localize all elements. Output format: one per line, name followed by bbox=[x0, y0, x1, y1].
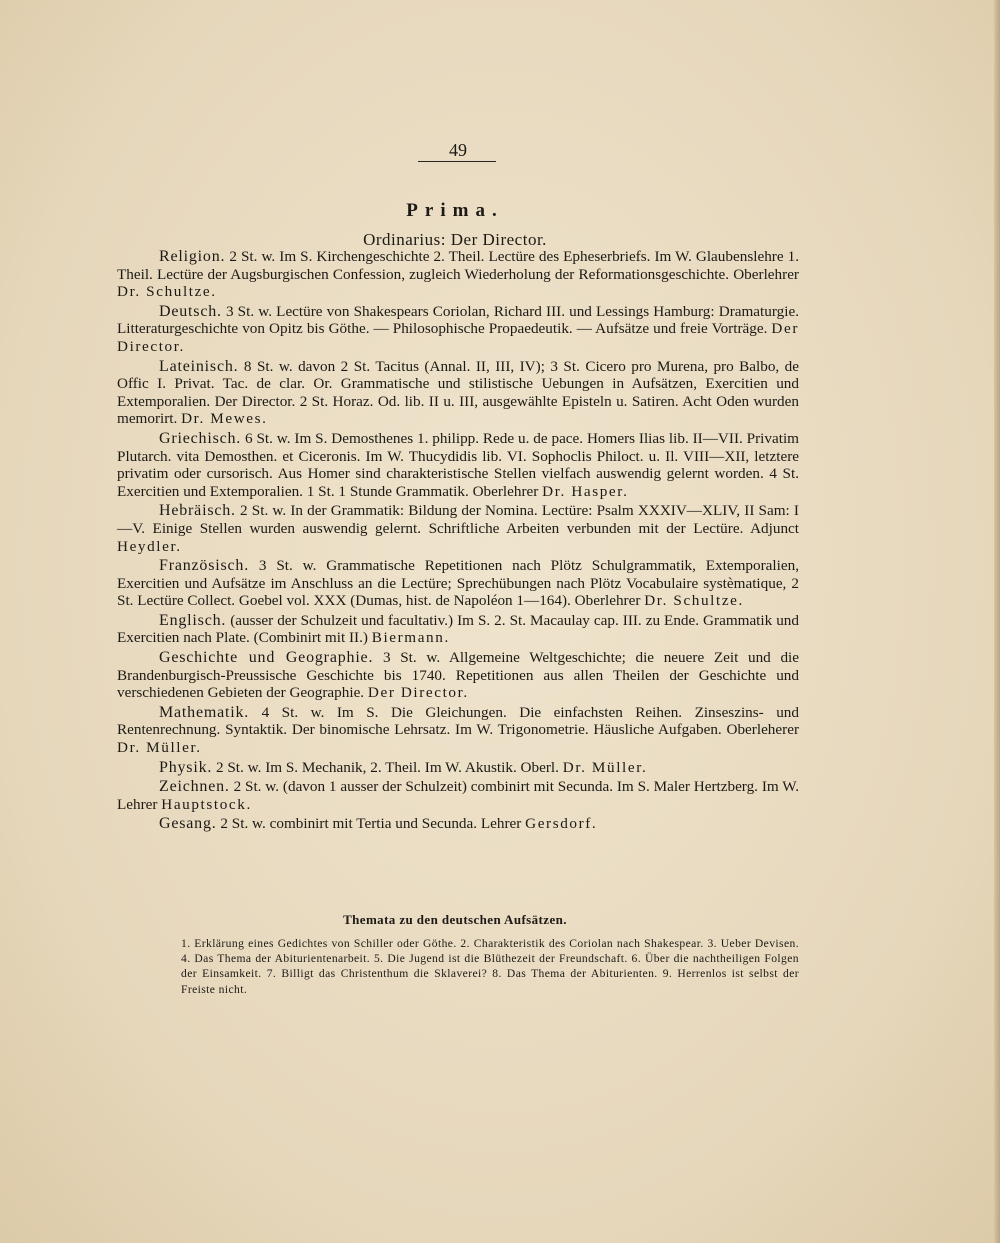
teacher-name: Dr. Hasper. bbox=[542, 482, 629, 500]
entry-geschichte bbox=[117, 649, 799, 702]
entry-text: 3 St. w. Lectüre von Shakespears Coriolan, Richard III. und Lessings Hamburg: Dramaturgie. Litteraturgeschichte von Opitz bis Göthe. — Philosophische Propaedeutik. — Aufsätze und freie Vorträge. bbox=[117, 302, 799, 338]
curriculum-body bbox=[117, 248, 799, 835]
page-number: 49 bbox=[449, 140, 467, 160]
subject-heading: Religion. bbox=[159, 248, 226, 265]
entry-religion bbox=[117, 248, 799, 301]
subject-heading: Gesang. bbox=[159, 815, 217, 833]
subject-heading: Griechisch. bbox=[159, 429, 242, 447]
teacher-name: Dr. Schultze. bbox=[644, 592, 744, 610]
entry-physik bbox=[117, 759, 799, 777]
entry-text: 3 St. w. Grammatische Repetitionen nach Plötz Schulgrammatik, Extemporalien, Exercitien und Aufsätze im Anschluss an die Lectüre; Sprechübungen nach Plötz Vocabulaire systèmatique, 2 St. Lectüre Collect. Goebel vol. XXX (Dumas, hist. de Napoléon 1—164). Oberlehrer bbox=[117, 557, 799, 610]
themes-list: 1. Erklärung eines Gedichtes von Schiller oder Göthe. 2. Charakteristik des Coriolan nach Shakespear. 3. Ueber Devisen. 4. Das Thema der Abiturientenarbeit. 5. Die Jugend ist die Blüthezeit der Freundschaft. 6. Über die nachtheiligen Folgen der Einsamkeit. 7. Billigt das Christenthum die Sklaverei? 8. Das Thema der Abiturienten. 9. Herrenlos ist selbst der Freiste nicht. bbox=[181, 937, 799, 996]
teacher-name: Heydler. bbox=[117, 537, 182, 555]
entry-gesang bbox=[117, 815, 799, 833]
subject-heading: Mathematik. bbox=[159, 703, 250, 721]
page-edge bbox=[994, 0, 1000, 1243]
section-title: Prima. bbox=[406, 200, 504, 221]
themes-heading: Themata zu den deutschen Aufsätzen. bbox=[343, 912, 567, 927]
entry-text: 6 St. w. Im S. Demosthenes 1. philipp. Rede u. de pace. Homers Ilias lib. II—VII. Privatim Plutarch. vita Demosthen. et Ciceronis. Im W. Thucydidis lib. VI. Sophoclis Philoct. u. Il. VIII—XII, letztere privatim oder cursorisch. Aus Homer sind charakteristische Stellen vielfach auswendig gelernt worden. 4 St. Exercitien und Extemporalien. 1 St. 1 Stunde Grammatik. Oberlehrer bbox=[117, 429, 799, 500]
subject-heading: Zeichnen. bbox=[159, 778, 230, 796]
entry-text: 2 St. w. Im S. Kirchengeschichte 2. Theil. Lectüre des Epheserbriefs. Im W. Glaubenslehre 1. Theil. Lectüre der Augsburgischen Confession, zugleich Wiederholung der Reformationsgeschichte. Oberlehrer bbox=[117, 248, 799, 283]
entry-zeichnen bbox=[117, 778, 799, 813]
teacher-name: Dr. Mewes. bbox=[181, 410, 268, 428]
entry-franzoesisch bbox=[117, 557, 799, 610]
subject-heading: Englisch. bbox=[159, 611, 227, 629]
entry-mathematik bbox=[117, 704, 799, 757]
subject-heading: Geschichte und Geographie. bbox=[159, 649, 374, 667]
teacher-name: Der Director. bbox=[367, 684, 469, 702]
entry-text: 8 St. w. davon 2 St. Tacitus (Annal. II, III, IV); 3 St. Cicero pro Murena, pro Balbo, de Offic I. Privat. Tac. de clar. Or. Grammatische und stilistische Uebungen in Aufsätzen, Exercitien und Extemporalien. Der Director. 2 St. Horaz. Od. lib. II u. III, ausgewählte Episteln u. Satiren. Acht Oden wurden memorirt. bbox=[117, 357, 799, 428]
subject-heading: Deutsch. bbox=[159, 302, 222, 320]
subject-heading: Physik. bbox=[159, 758, 213, 776]
teacher-name: Dr. Müller. bbox=[117, 739, 202, 757]
entry-lateinisch bbox=[117, 358, 799, 428]
teacher-name: Der Director. bbox=[117, 320, 799, 355]
entry-text: 4 St. w. Im S. Die Gleichungen. Die einfachsten Reihen. Zinseszins- und Rentenrechnung. Syntaktik. Der binomische Lehrsatz. Im W. Trigonometrie. Häusliche Aufgaben. Oberleherer bbox=[117, 703, 799, 739]
page-number-rule bbox=[418, 161, 496, 162]
entry-text: (ausser der Schulzeit und facultativ.) Im S. 2. St. Macaulay cap. III. zu Ende. Grammatik und Exercitien nach Plate. (Combinirt mit II.) bbox=[117, 611, 799, 647]
entry-text: 2 St. w. combinirt mit Tertia und Secunda. Lehrer bbox=[216, 815, 526, 833]
ordinarius-line: Ordinarius: Der Director. bbox=[363, 230, 547, 249]
entry-text: 3 St. w. Allgemeine Weltgeschichte; die neuere Zeit und die Brandenburgisch-Preussische Geschichte bis 1740. Repetitionen aus allen Theilen der Geschichte und verschiedenen Gebieten der Geographie. bbox=[117, 649, 799, 702]
subject-heading: Französisch. bbox=[159, 557, 250, 575]
entry-hebraeisch bbox=[117, 502, 799, 555]
teacher-name: Biermann. bbox=[371, 629, 450, 647]
entry-text: 2 St. w. Im S. Mechanik, 2. Theil. Im W. Akustik. Oberl. bbox=[212, 758, 563, 776]
entry-englisch bbox=[117, 612, 799, 647]
teacher-name: Dr. Müller. bbox=[562, 758, 648, 776]
teacher-name: Dr. Schultze. bbox=[117, 283, 217, 301]
entry-deutsch bbox=[117, 303, 799, 356]
subject-heading: Hebräisch. bbox=[159, 502, 236, 520]
entry-text: 2 St. w. (davon 1 ausser der Schulzeit) combinirt mit Secunda. Im S. Maler Hertzberg. Im W. Lehrer bbox=[117, 778, 799, 813]
entry-griechisch bbox=[117, 430, 799, 500]
entry-text: 2 St. w. In der Grammatik: Bildung der Nomina. Lectüre: Psalm XXXIV—XLIV, II Sam: I—V. Einige Stellen wurden auswendig gelernt. Schriftliche Arbeiten verbunden mit der Lectüre. Adjunct bbox=[117, 502, 799, 537]
subject-heading: Lateinisch. bbox=[159, 357, 239, 375]
teacher-name: Hauptstock. bbox=[161, 795, 252, 813]
teacher-name: Gersdorf. bbox=[525, 815, 598, 833]
